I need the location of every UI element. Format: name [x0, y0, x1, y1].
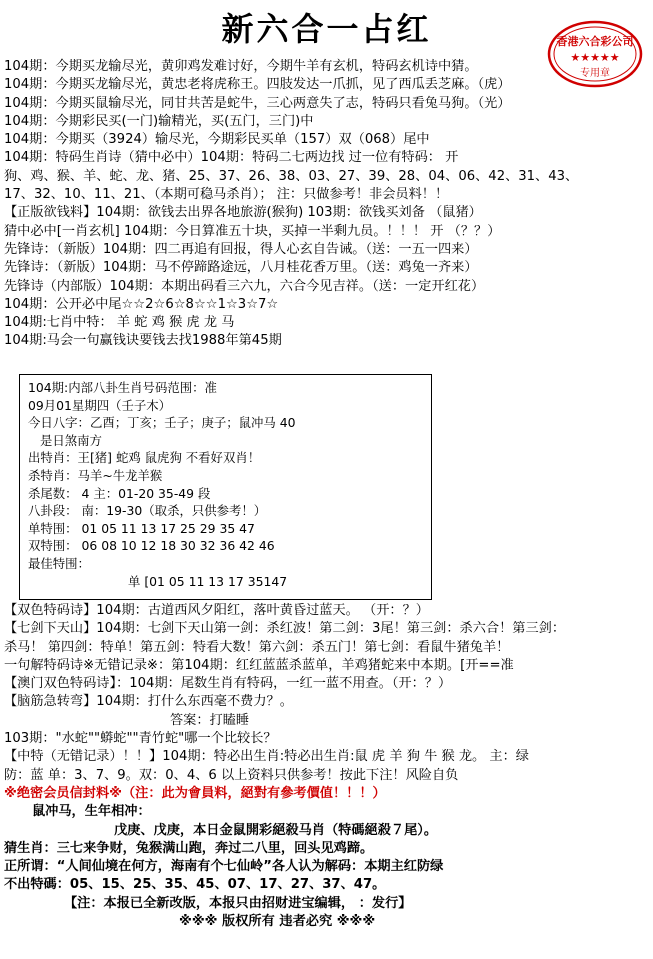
box-line: 单 [01 05 11 13 17 35147 [128, 573, 288, 589]
copyright-line: ※※※ 版权所有 违者必究 ※※※ [179, 914, 376, 930]
text-line: 104期:七肖中特： 羊 蛇 鸡 猴 虎 龙 马 [4, 315, 235, 331]
text-line: 【中特（无错记录）！！】104期：特必出生肖:特必出生肖:鼠 虎 羊 狗 牛 猴 龙。 主：绿 [4, 749, 529, 765]
text-line: 猜生肖：三七来争财，兔猴满山跑，奔过二八里，回头见鸡蹄。 [4, 840, 374, 856]
box-line: 09月01星期四（壬子木） [28, 397, 172, 413]
text-line: 防：蓝 单：3、7、9。双：0、4、6 以上资料只供参考！按此下注！风险自负 [4, 767, 459, 783]
text-line: 【注：本报已全新改版，本报只由招财进宝编辑， ：发行】 [64, 895, 412, 911]
text-line: 104期：今期买龙输尽光，黄忠老将虎称王。四肢发达一爪抓，见了西瓜丢芝麻。（虎） [4, 77, 511, 93]
text-line: 104期：今期买鼠输尽光，同甘共苦是蛇牛，三心两意失了志，特码只看兔马狗。（光） [4, 95, 511, 111]
box-line: 最佳特围： [28, 555, 90, 571]
box-line: 是日煞南方 [40, 432, 102, 448]
text-line: 17、32、10、11、21、（本期可稳马杀肖）； 注：只做参考！非会员料！！ [4, 187, 449, 203]
text-line: 先锋诗（内部版）104期：本期出码看三六九，六合今见吉祥。（送：一定开红花） [4, 278, 485, 294]
text-line: 104期：公开必中尾☆☆2☆6☆8☆☆1☆3☆7☆ [4, 296, 279, 312]
text-line: 答案：打瞌睡 [170, 712, 250, 728]
text-line: 不出特碼：05、15、25、35、45、07、17、27、37、47。 [4, 877, 386, 893]
bottom-text-block [4, 602, 650, 931]
text-line: 【双色特码诗】104期：古道西风夕阳红，落叶黄昏过蓝天。 （开：？） [4, 603, 429, 618]
text-line: 一句解特码诗※无错记录※：第104期：红红蓝蓝杀蓝单，羊鸡猪蛇来中本期。[开==准 [4, 657, 514, 673]
box-line: 出特肖：王[猪] 蛇鸡 鼠虎狗 不看好双肖！ [28, 450, 261, 466]
main-text-block [4, 58, 650, 351]
text-line: 【七剑下天山】104期：七剑下天山第一剑：杀红波！第二剑：3尾！第三剑：杀六合！第三剑： [4, 621, 566, 637]
text-line: 【脑筋急转弯】104期：打什么东西毫不费力？。 [4, 694, 293, 710]
text-line: 正所谓：“人间仙境在何方，海南有个七仙岭”各人认为解码：本期主红防绿 [4, 859, 444, 875]
text-line: 【澳门双色特码诗】：104期：尾数生肖有特码，一红一蓝不用查。（开：？） [4, 676, 452, 692]
text-line: 先锋诗：（新版）104期：马不停蹄路途远，八月桂花香万里。（送：鸡兔一齐来） [4, 260, 478, 276]
box-line: 今日八字：乙酉；丁亥；壬子；庚子；鼠冲马 40 [28, 415, 296, 431]
svg-text:专用章: 专用章 [580, 68, 610, 79]
bagua-info-box [19, 374, 432, 600]
text-line: 103期："水蛇""蟒蛇""青竹蛇"哪一个比较长？ [4, 731, 277, 747]
text-line: 104期：特码生肖诗（猜中必中）104期：特码二七两边找 过一位有特码： 开 [4, 150, 459, 166]
box-line: 104期:内部八卦生肖号码范围：准 [28, 380, 217, 395]
text-line: 猜中必中[一肖玄机] 104期：今日算准五十块，买掉一半剩九员。！！！ 开 （？？） [4, 223, 501, 239]
box-line: 杀尾数： 4 主：01-20 35-49 段 [28, 485, 211, 501]
text-line: 104期：今期买（3924）输尽光，今期彩民买单（157）双（068）尾中 [4, 132, 430, 148]
text-line: 104期：今期买龙输尽光，黄卯鸡发难讨好，今期牛羊有玄机，特码玄机诗中猜。 [4, 59, 478, 74]
secret-heading: ※绝密会员信封料※（注：此为會員料，絕對有參考價值！！！） [4, 785, 386, 801]
text-line: 104期:马会一句赢钱诀要钱去找1988年第45期 [4, 333, 282, 349]
text-line: 【正版欲钱料】104期：欲钱去出界各地旅游(猴狗) 103期：欲钱买刘备 （鼠猪） [4, 205, 482, 221]
text-line: 狗、鸡、猴、羊、蛇、龙、猪、25、37、26、38、03、27、39、28、04、06、42、31、43、 [4, 168, 579, 184]
text-line: 鼠冲马，生年相冲： [32, 804, 151, 820]
box-line: 八卦段： 南：19-30（取杀，只供参考！） [28, 503, 267, 519]
svg-text:香港六合彩公司: 香港六合彩公司 [556, 35, 634, 48]
text-line: 戊庚、戊庚，本日金鼠開彩絕殺马肖（特碼絕殺７尾）。 [114, 822, 438, 838]
text-line: 104期：今期彩民买(一门)输精光，买(五门，三门)中 [4, 113, 314, 129]
text-line: 杀马！ 第四剑：特单！第五剑：特看大数！第六剑：杀五门！第七剑：看鼠牛猪兔羊！ [4, 639, 510, 655]
page-title: 新六合一占红 [221, 10, 432, 48]
box-line: 双特围： 06 08 10 12 18 30 32 36 42 46 [28, 538, 275, 554]
box-line: 杀特肖：马羊~牛龙羊猴 [28, 467, 163, 483]
text-line: 先锋诗：（新版）104期：四二再追有回报，得人心玄自告诫。（送：一五一四来） [4, 241, 478, 257]
svg-text:★★★★★: ★★★★★ [570, 51, 620, 64]
box-line: 单特围： 01 05 11 13 17 25 29 35 47 [28, 520, 255, 536]
